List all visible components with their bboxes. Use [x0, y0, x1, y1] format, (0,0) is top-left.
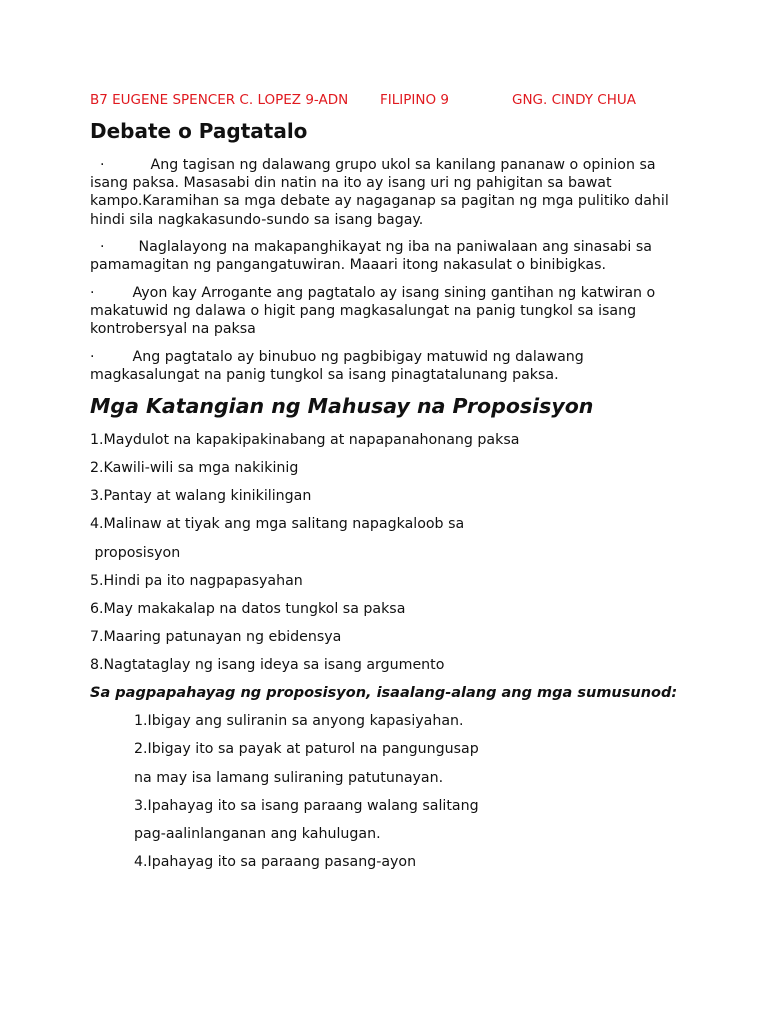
bullet-marker: ·	[90, 349, 95, 365]
paragraph-text: Ayon kay Arrogante ang pagtatalo ay isang sining gantihan ng katwiran o makatuwid ng dalawa o higit pang magkasalungat na panig tungkol sa isang kontrobersyal na paksa	[90, 285, 656, 338]
definition-paragraph	[90, 284, 670, 339]
characteristic-item: 4.Malinaw at tiyak ang mga salitang napagkaloob sa	[90, 516, 465, 532]
bullet-marker: ·	[100, 157, 105, 173]
characteristic-item: 3.Pantay at walang kinikilingan	[90, 488, 312, 504]
guideline-item: na may isa lamang suliraning patutunayan.	[134, 770, 444, 786]
page-title: Debate o Pagtatalo	[90, 119, 308, 143]
bullet-marker: ·	[100, 239, 105, 255]
section-title: Mga Katangian ng Mahusay na Proposisyon	[90, 394, 594, 418]
bullet-marker: ·	[90, 285, 95, 301]
characteristic-item: 7.Maaring patunayan ng ebidensya	[90, 629, 342, 645]
characteristic-item: 8.Nagtataglay ng isang ideya sa isang argumento	[90, 657, 445, 673]
guideline-item: 1.Ibigay ang suliranin sa anyong kapasiyahan.	[134, 713, 464, 729]
guideline-item: pag-aalinlanganan ang kahulugan.	[134, 826, 381, 842]
guideline-item: 2.Ibigay ito sa payak at paturol na pangungusap	[134, 741, 479, 757]
definition-paragraph	[90, 348, 670, 384]
characteristic-item: 2.Kawili-wili sa mga nakikinig	[90, 460, 299, 476]
student-name: B7 EUGENE SPENCER C. LOPEZ 9-ADN	[90, 92, 349, 108]
definition-paragraph	[90, 156, 670, 229]
paragraph-text: Ang tagisan ng dalawang grupo ukol sa kanilang pananaw o opinion sa isang paksa. Masasabi din natin na ito ay isang uri ng pahigitan sa bawat kampo.Karamihan sa mga debate ay nagaganap sa pagitan ng mga pulitiko dahil hindi sila nagkakasundo-sundo sa isang bagay.	[90, 157, 669, 228]
paragraph-text: Naglalayong na makapanghikayat ng iba na paniwalaan ang sinasabi sa pamamagitan ng pangangatuwiran. Maaari itong nakasulat o binibigkas.	[90, 239, 652, 274]
guideline-item: 4.Ipahayag ito sa paraang pasang-ayon	[134, 854, 417, 870]
teacher-name: GNG. CINDY CHUA	[512, 92, 636, 108]
characteristic-item: 5.Hindi pa ito nagpapasyahan	[90, 573, 303, 589]
characteristic-item: 1.Maydulot na kapakipakinabang at napapanahonang paksa	[90, 432, 520, 448]
definition-paragraph	[90, 238, 670, 274]
sub-heading: Sa pagpapahayag ng proposisyon, isaalang-alang ang mga sumusunod:	[90, 685, 678, 701]
subject-name: FILIPINO 9	[380, 92, 449, 108]
characteristic-item: proposisyon	[90, 545, 181, 561]
document-header	[90, 92, 690, 110]
characteristic-item: 6.May makakalap na datos tungkol sa paksa	[90, 601, 406, 617]
paragraph-text: Ang pagtatalo ay binubuo ng pagbibigay matuwid ng dalawang magkasalungat na panig tungkol sa isang pinagtatalunang paksa.	[90, 349, 584, 384]
guideline-item: 3.Ipahayag ito sa isang paraang walang salitang	[134, 798, 479, 814]
